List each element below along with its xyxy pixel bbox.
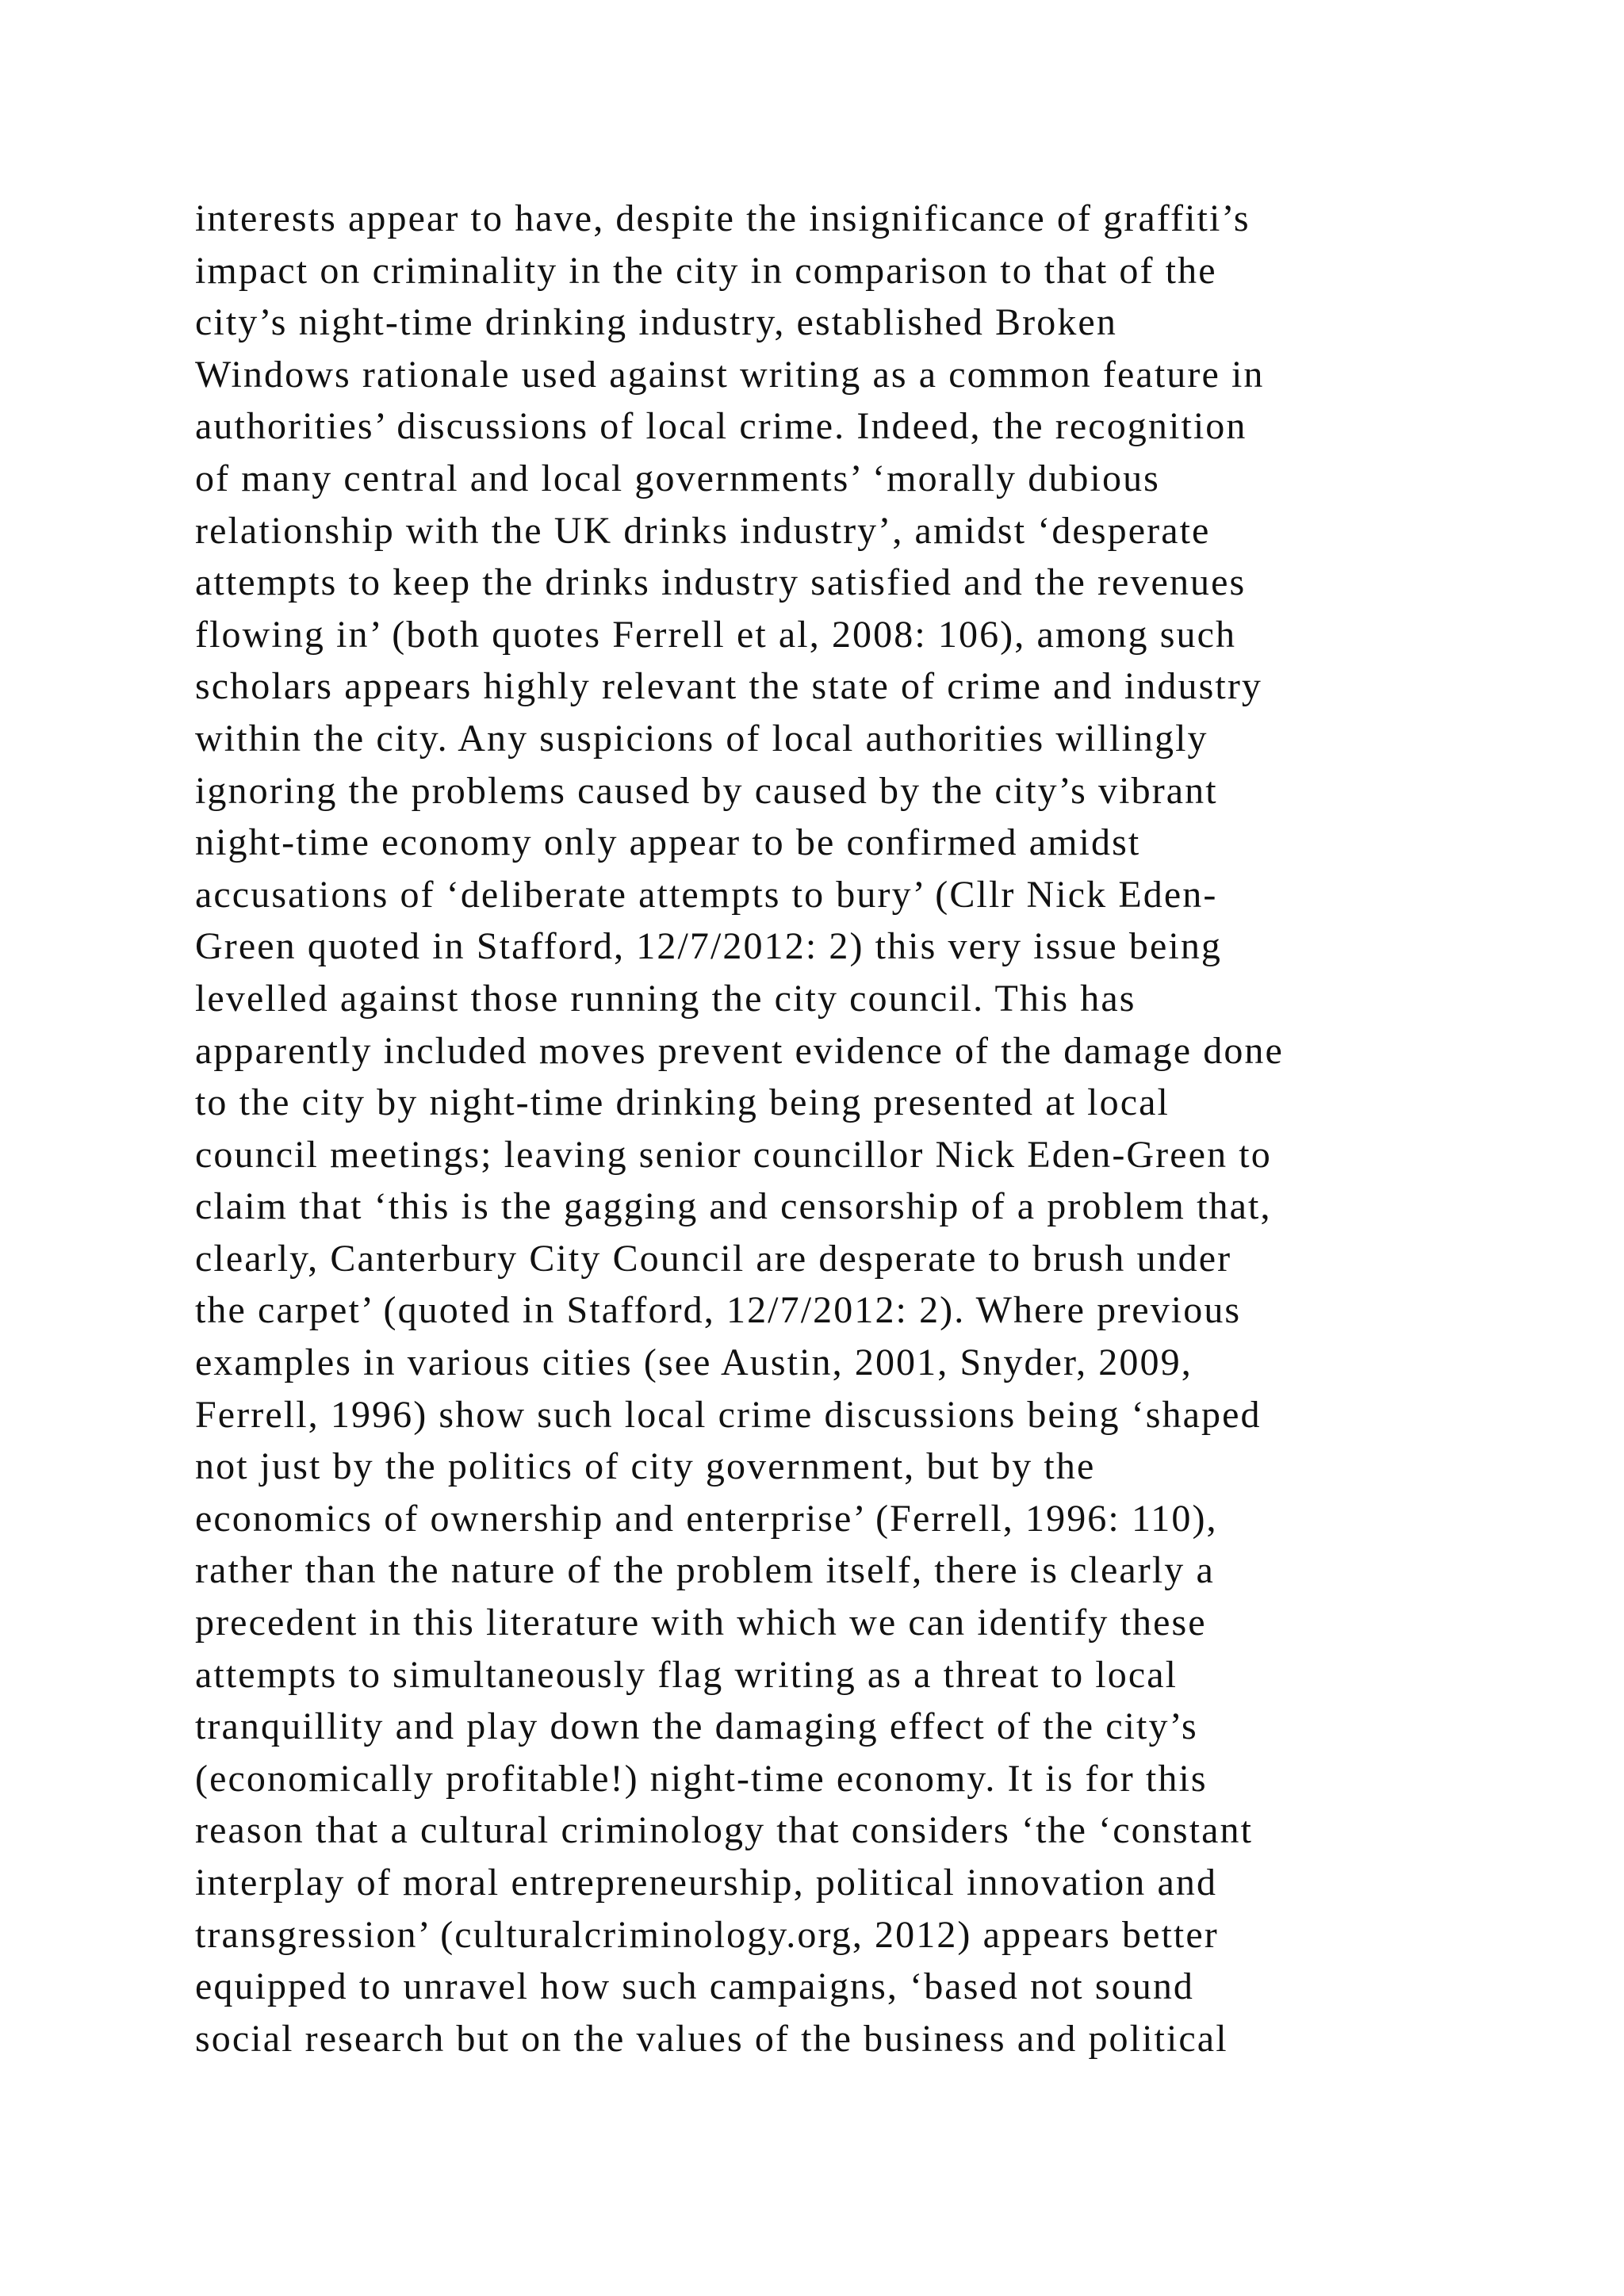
text-line: rather than the nature of the problem itself, there is clearly a (195, 1549, 1215, 1592)
text-line: apparently included moves prevent evidence of the damage done (195, 1029, 1284, 1072)
body-paragraph (195, 193, 1480, 2064)
text-line: reason that a cultural criminology that considers ‘the ‘constant (195, 1809, 1254, 1852)
text-line: scholars appears highly relevant the state of crime and industry (195, 665, 1263, 708)
text-line: Ferrell, 1996) show such local crime discussions being ‘shaped (195, 1393, 1262, 1436)
text-line: within the city. Any suspicions of local authorities willingly (195, 717, 1208, 760)
text-line: clearly, Canterbury City Council are desperate to brush under (195, 1237, 1232, 1280)
text-line: night-time economy only appear to be confirmed amidst (195, 821, 1141, 864)
text-line: ignoring the problems caused by caused by the city’s vibrant (195, 769, 1218, 812)
text-line: impact on criminality in the city in comparison to that of the (195, 249, 1217, 292)
text-line: of many central and local governments’ ‘morally dubious (195, 457, 1160, 499)
text-line: claim that ‘this is the gagging and censorship of a problem that, (195, 1185, 1272, 1228)
text-line: social research but on the values of the business and political (195, 2017, 1228, 2060)
text-line: attempts to simultaneously flag writing as a threat to local (195, 1653, 1178, 1696)
text-line: interests appear to have, despite the insignificance of graffiti’s (195, 197, 1251, 239)
text-line: the carpet’ (quoted in Stafford, 12/7/2012: 2). Where previous (195, 1289, 1242, 1332)
text-line: Green quoted in Stafford, 12/7/2012: 2) this very issue being (195, 925, 1223, 968)
text-line: examples in various cities (see Austin, 2001, Snyder, 2009, (195, 1341, 1193, 1384)
text-line: economics of ownership and enterprise’ (Ferrell, 1996: 110), (195, 1497, 1218, 1540)
text-line: tranquillity and play down the damaging effect of the city’s (195, 1705, 1198, 1748)
text-line: council meetings; leaving senior councillor Nick Eden-Green to (195, 1133, 1272, 1176)
text-line: levelled against those running the city council. This has (195, 977, 1136, 1020)
text-line: precedent in this literature with which we can identify these (195, 1601, 1207, 1644)
text-line: (economically profitable!) night-time economy. It is for this (195, 1757, 1208, 1800)
text-line: transgression’ (culturalcriminology.org, 2012) appears better (195, 1913, 1219, 1956)
text-line: interplay of moral entrepreneurship, political innovation and (195, 1862, 1218, 1904)
text-line: city’s night-time drinking industry, established Broken (195, 301, 1117, 344)
text-line: authorities’ discussions of local crime. Indeed, the recognition (195, 405, 1247, 448)
text-line: accusations of ‘deliberate attempts to bury’ (Cllr Nick Eden- (195, 873, 1218, 916)
text-line: flowing in’ (both quotes Ferrell et al, 2008: 106), among such (195, 613, 1237, 656)
text-line: to the city by night-time drinking being presented at local (195, 1081, 1170, 1124)
text-line: attempts to keep the drinks industry satisfied and the revenues (195, 561, 1247, 604)
text-line: relationship with the UK drinks industry’, amidst ‘desperate (195, 509, 1211, 552)
text-line: Windows rationale used against writing as a common feature in (195, 353, 1265, 396)
text-line: equipped to unravel how such campaigns, ‘based not sound (195, 1965, 1195, 2008)
text-line: not just by the politics of city government, but by the (195, 1445, 1096, 1488)
